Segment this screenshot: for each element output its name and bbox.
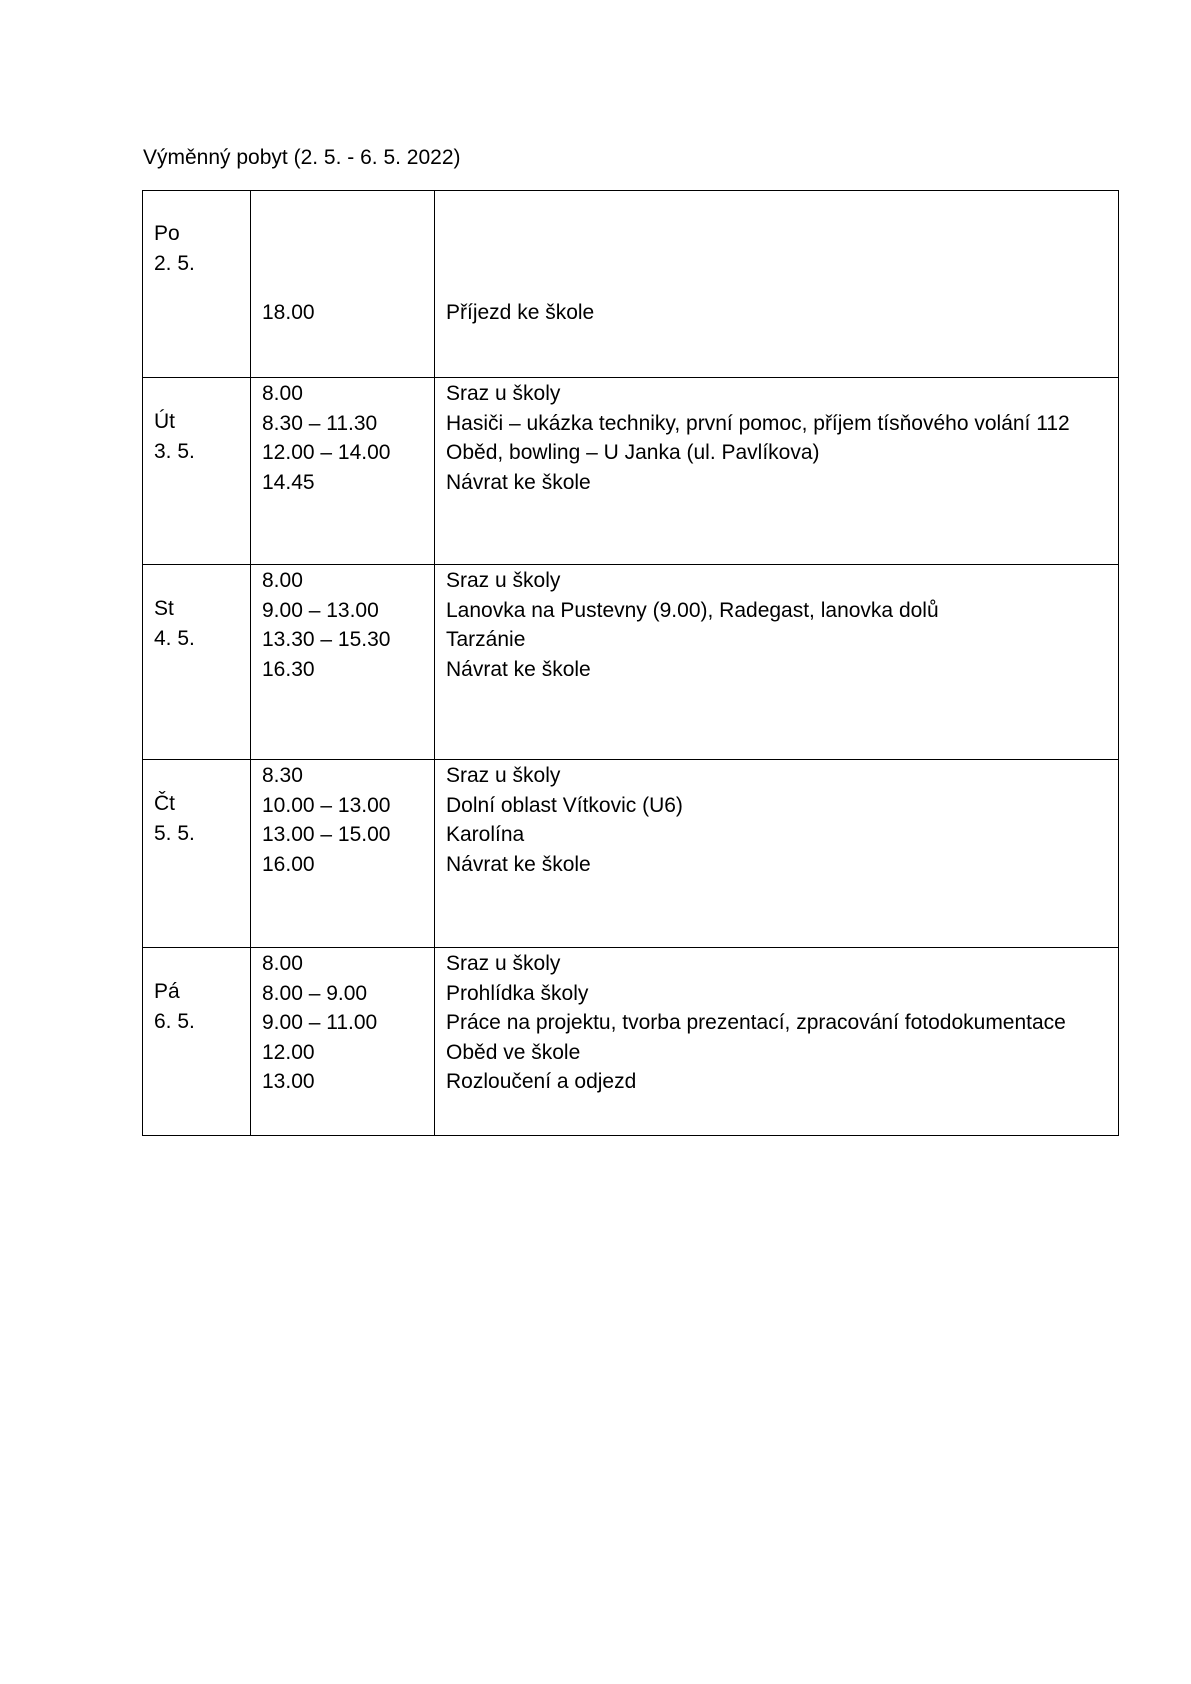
activity-entry: Oběd, bowling – U Janka (ul. Pavlíkova) bbox=[446, 441, 820, 464]
day-name: Út bbox=[154, 410, 175, 433]
time-cell bbox=[251, 760, 435, 948]
day-date: 5. 5. bbox=[154, 821, 195, 845]
day-cell bbox=[143, 565, 251, 760]
activity-entry: Návrat ke škole bbox=[446, 657, 591, 681]
day-date: 6. 5. bbox=[154, 1009, 195, 1033]
activity-entry: Sraz u školy bbox=[446, 952, 561, 975]
activity-entry: Návrat ke škole bbox=[446, 470, 591, 494]
time-entry: 12.00 – 14.00 bbox=[262, 441, 391, 464]
time-entry: 13.30 – 15.30 bbox=[262, 628, 391, 651]
time-entry: 8.30 bbox=[262, 764, 303, 787]
day-date: 3. 5. bbox=[154, 439, 195, 463]
activity-entry: Lanovka na Pustevny (9.00), Radegast, lanovka dolů bbox=[446, 598, 939, 622]
day-cell bbox=[143, 191, 251, 378]
day-date: 4. 5. bbox=[154, 626, 195, 650]
activity-entry: Sraz u školy bbox=[446, 764, 561, 787]
time-entry: 16.00 bbox=[262, 852, 315, 876]
time-entry: 8.00 bbox=[262, 382, 303, 405]
activity-entry: Sraz u školy bbox=[446, 382, 561, 405]
activity-entry: Karolína bbox=[446, 823, 525, 846]
day-date: 2. 5. bbox=[154, 251, 195, 275]
time-entry: 18.00 bbox=[262, 301, 315, 324]
time-cell bbox=[251, 378, 435, 565]
day-name: Čt bbox=[154, 792, 175, 815]
time-entry: 16.30 bbox=[262, 657, 315, 681]
time-entry: 9.00 – 11.00 bbox=[262, 1011, 378, 1034]
activity-entry: Prohlídka školy bbox=[446, 981, 589, 1005]
time-cell bbox=[251, 191, 435, 378]
activity-entry: Sraz u školy bbox=[446, 569, 561, 592]
time-cell bbox=[251, 565, 435, 760]
activity-entry: Rozloučení a odjezd bbox=[446, 1070, 637, 1093]
time-entry: 14.45 bbox=[262, 470, 315, 494]
activity-cell bbox=[435, 760, 1119, 948]
activity-entry: Oběd ve škole bbox=[446, 1040, 581, 1064]
time-entry: 9.00 – 13.00 bbox=[262, 598, 379, 622]
activity-entry: Návrat ke škole bbox=[446, 852, 591, 876]
time-entry: 8.00 – 9.00 bbox=[262, 981, 368, 1005]
day-cell bbox=[143, 948, 251, 1136]
activity-entry: Tarzánie bbox=[446, 628, 526, 651]
day-name: St bbox=[154, 597, 174, 620]
table-row bbox=[143, 948, 1119, 1136]
day-name: Pá bbox=[154, 980, 180, 1003]
time-entry: 13.00 bbox=[262, 1070, 315, 1093]
activity-entry: Dolní oblast Vítkovic (U6) bbox=[446, 793, 683, 817]
activity-cell bbox=[435, 948, 1119, 1136]
day-cell bbox=[143, 760, 251, 948]
activity-entry: Příjezd ke škole bbox=[446, 301, 595, 324]
table-row bbox=[143, 565, 1119, 760]
activity-cell bbox=[435, 565, 1119, 760]
activity-cell bbox=[435, 378, 1119, 565]
time-cell bbox=[251, 948, 435, 1136]
document-title: Výměnný pobyt (2. 5. - 6. 5. 2022) bbox=[143, 146, 461, 169]
table-row bbox=[143, 191, 1119, 378]
time-entry: 8.00 bbox=[262, 952, 303, 975]
time-entry: 8.00 bbox=[262, 569, 303, 592]
day-cell bbox=[143, 378, 251, 565]
table-row bbox=[143, 760, 1119, 948]
activity-cell bbox=[435, 191, 1119, 378]
time-entry: 10.00 – 13.00 bbox=[262, 793, 391, 817]
activity-entry: Práce na projektu, tvorba prezentací, zpracování fotodokumentace bbox=[446, 1011, 1066, 1034]
day-name: Po bbox=[154, 222, 180, 245]
time-entry: 12.00 bbox=[262, 1040, 315, 1064]
time-entry: 13.00 – 15.00 bbox=[262, 823, 391, 846]
schedule-table bbox=[142, 190, 1119, 1136]
activity-entry: Hasiči – ukázka techniky, první pomoc, příjem tísňového volání 112 bbox=[446, 411, 1070, 435]
time-entry: 8.30 – 11.30 bbox=[262, 411, 378, 435]
table-row bbox=[143, 378, 1119, 565]
